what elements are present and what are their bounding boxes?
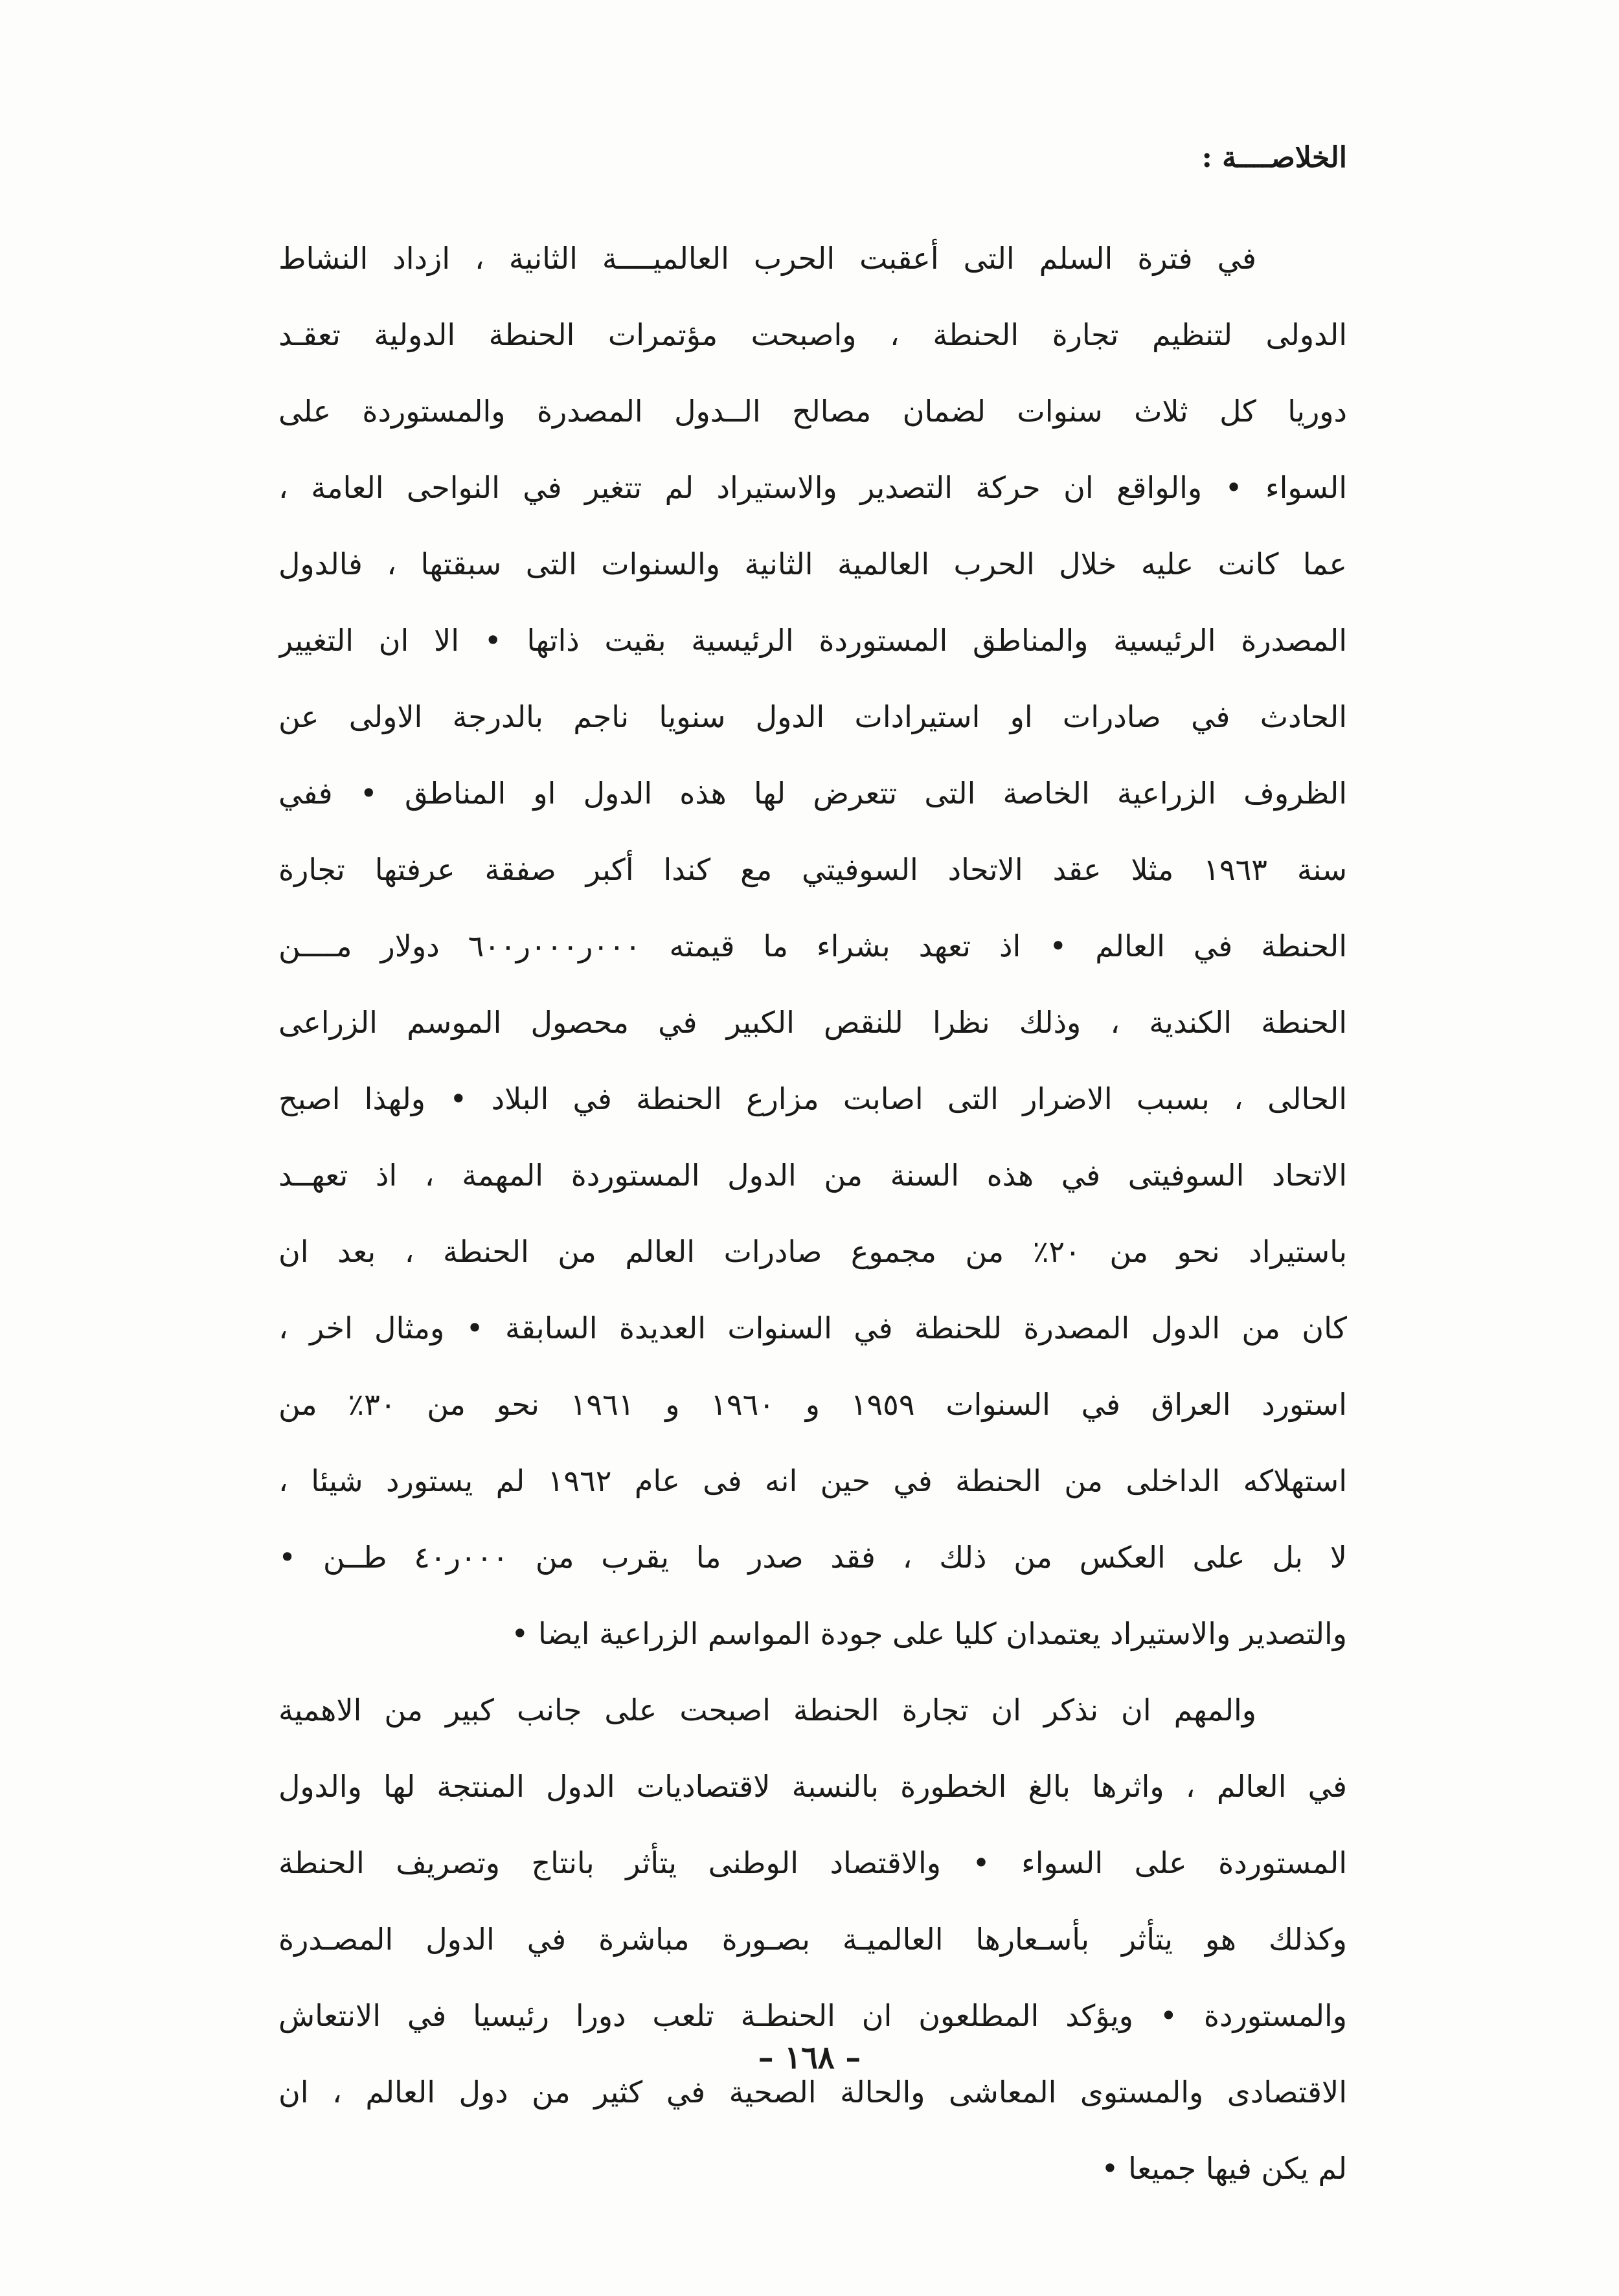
paragraph-1-line: دوريا كل ثلاث سنوات لضمان مصالح الــدول المصدرة والمستوردة على — [278, 394, 1347, 429]
paragraph-2-line: والمستوردة • ويؤكد المطلعون ان الحنطـة تلعب دورا رئيسيا في الانتعاش — [278, 1998, 1347, 2033]
section-heading: الخلاصــــة : — [1201, 141, 1347, 174]
paragraph-1-line: استهلاكه الداخلى من الحنطة في حين انه فى عام ١٩٦٢ لم يستورد شيئا ، — [278, 1463, 1347, 1498]
paragraph-1-line: باستيراد نحو من ٢٠٪ من مجموع صادرات العالم من الحنطة ، بعد ان — [278, 1234, 1347, 1269]
paragraph-2-line: والمهم ان نذكر ان تجارة الحنطة اصبحت على جانب كبير من الاهمية — [278, 1693, 1256, 1728]
paragraph-1-line: والتصدير والاستيراد يعتمدان كليا على جودة المواسم الزراعية ايضا • — [511, 1616, 1347, 1651]
paragraph-1-line: استورد العراق في السنوات ١٩٥٩ و ١٩٦٠ و ١٩٦١ نحو من ٣٠٪ من — [278, 1387, 1347, 1422]
body-text — [278, 220, 1347, 2207]
paragraph-2-line: الاقتصادى والمستوى المعاشى والحالة الصحية في كثير من دول العالم ، ان — [278, 2075, 1347, 2110]
page-number: – ١٦٨ – — [758, 2040, 861, 2076]
paragraph-1-line: المصدرة الرئيسية والمناطق المستوردة الرئيسية بقيت ذاتها • الا ان التغيير — [278, 623, 1347, 658]
paragraph-2-line: في العالم ، واثرها بالغ الخطورة بالنسبة لاقتصاديات الدول المنتجة لها والدول — [278, 1769, 1347, 1804]
paragraph-1-line: الاتحاد السوفيتى في هذه السنة من الدول المستوردة المهمة ، اذ تعهــد — [278, 1158, 1347, 1193]
paragraph-1-line: الظروف الزراعية الخاصة التى تتعرض لها هذه الدول او المناطق • ففي — [278, 776, 1347, 811]
paragraph-1-line: سنة ١٩٦٣ مثلا عقد الاتحاد السوفيتي مع كندا أكبر صفقة عرفتها تجارة — [278, 852, 1347, 887]
paragraph-1-line: في فترة السلم التى أعقبت الحرب العالميــــة الثانية ، ازداد النشاط — [278, 241, 1256, 276]
paragraph-1-line: الدولى لتنظيم تجارة الحنطة ، واصبحت مؤتمرات الحنطة الدولية تعقـد — [278, 317, 1347, 352]
paragraph-2-line: لم يكن فيها جميعا • — [1101, 2151, 1347, 2186]
paragraph-1-line: الحالى ، بسبب الاضرار التى اصابت مزارع الحنطة في البلاد • ولهذا اصبح — [278, 1081, 1347, 1116]
paragraph-2-line: المستوردة على السواء • والاقتصاد الوطنى يتأثر بانتاج وتصريف الحنطة — [278, 1845, 1347, 1880]
paragraph-1-line: كان من الدول المصدرة للحنطة في السنوات العديدة السابقة • ومثال اخر ، — [278, 1311, 1347, 1345]
paragraph-1-line: السواء • والواقع ان حركة التصدير والاستيراد لم تتغير في النواحى العامة ، — [278, 470, 1347, 505]
paragraph-1-line: الحنطة في العالم • اذ تعهد بشراء ما قيمته ٠٠٠ر٠٠٠ر٦٠٠ دولار مــــن — [278, 929, 1347, 963]
paragraph-1-line: عما كانت عليه خلال الحرب العالمية الثانية والسنوات التى سبقتها ، فالدول — [278, 546, 1347, 581]
paragraph-1-line: لا بل على العكس من ذلك ، فقد صدر ما يقرب من ٠٠٠ر٤٠ طــن • — [278, 1540, 1347, 1575]
paragraph-1-line: الحادث في صادرات او استيرادات الدول سنويا ناجم بالدرجة الاولى عن — [278, 699, 1347, 734]
paragraph-2-line: وكذلك هو يتأثر بأسـعارها العالميـة بصـورة مباشرة في الدول المصـدرة — [278, 1922, 1347, 1957]
paragraph-1-line: الحنطة الكندية ، وذلك نظرا للنقص الكبير في محصول الموسم الزراعى — [278, 1005, 1347, 1040]
